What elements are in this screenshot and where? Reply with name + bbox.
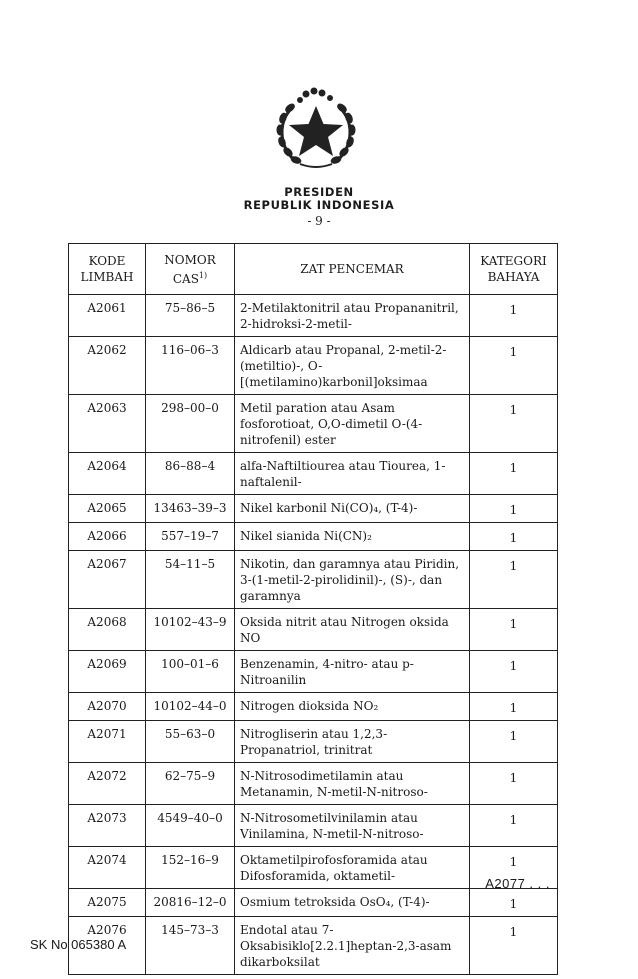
- cell-zat: Benzenamin, 4-nitro- atau p-Nitroanilin: [235, 651, 470, 693]
- table-row: [69, 651, 558, 693]
- cell-kode: A2066: [69, 523, 146, 551]
- cell-zat: Nikel sianida Ni(CN)₂: [235, 523, 470, 551]
- cell-kode: A2071: [69, 721, 146, 763]
- header-nomor-cas: NOMOR CAS$^{1)}$: [146, 244, 235, 295]
- cell-zat: Oktametilpirofosforamida atau Difosforamida, oktametil-: [235, 847, 470, 889]
- cell-zat: alfa-Naftiltiourea atau Tiourea, 1-naftalenil-: [235, 453, 470, 495]
- cell-kategori: 1: [470, 523, 558, 551]
- table-row: [69, 395, 558, 453]
- cell-kategori: 1: [470, 917, 558, 975]
- cell-cas: 298–00–0: [146, 395, 235, 453]
- cell-kategori: 1: [470, 805, 558, 847]
- cell-zat: Nitrogliserin atau 1,2,3- Propanatriol, trinitrat: [235, 721, 470, 763]
- cell-kode: A2069: [69, 651, 146, 693]
- page-number: - 9 -: [307, 214, 331, 228]
- state-emblem-icon: [270, 86, 362, 172]
- footnote-marker: 1): [198, 270, 208, 280]
- cell-kategori: 1: [470, 693, 558, 721]
- table-row: [69, 721, 558, 763]
- cell-zat: Osmium tetroksida OsO₄, (T-4)-: [235, 889, 470, 917]
- cell-zat: Oksida nitrit atau Nitrogen oksida NO: [235, 609, 470, 651]
- cell-zat: Nitrogen dioksida NO₂: [235, 693, 470, 721]
- header-president: PRESIDEN: [284, 185, 354, 199]
- table-row: [69, 295, 558, 337]
- cell-cas: 10102–43–9: [146, 609, 235, 651]
- cell-zat: Nikotin, dan garamnya atau Piridin, 3-(1-metil-2-pirolidinil)-, (S)-, dan garamnya: [235, 551, 470, 609]
- cell-cas: 100–01–6: [146, 651, 235, 693]
- cell-kode: A2063: [69, 395, 146, 453]
- next-page-marker: A2077 . . .: [485, 876, 550, 891]
- table-row: [69, 337, 558, 395]
- table-row: [69, 523, 558, 551]
- cell-kode: A2074: [69, 847, 146, 889]
- cell-cas: 152–16–9: [146, 847, 235, 889]
- table-row: [69, 847, 558, 889]
- cell-kategori: 1: [470, 495, 558, 523]
- cell-kode: A2072: [69, 763, 146, 805]
- table-row: [69, 889, 558, 917]
- cell-cas: 13463–39–3: [146, 495, 235, 523]
- header-zat-pencemar: ZAT PENCEMAR: [235, 244, 470, 295]
- cell-zat: Aldicarb atau Propanal, 2-metil-2-(metiltio)-, O-[(metilamino)karbonil]oksimaa: [235, 337, 470, 395]
- cell-kode: A2068: [69, 609, 146, 651]
- table-header-row: [69, 244, 558, 295]
- cell-zat: Nikel karbonil Ni(CO)₄, (T-4)-: [235, 495, 470, 523]
- cell-zat: Endotal atau 7-Oksabisiklo[2.2.1]heptan-2,3-asam dikarboksilat: [235, 917, 470, 975]
- cell-kategori: 1: [470, 889, 558, 917]
- cell-zat: Metil paration atau Asam fosforotioat, O,O-dimetil O-(4- nitrofenil) ester: [235, 395, 470, 453]
- table-row: [69, 495, 558, 523]
- cell-cas: 4549–40–0: [146, 805, 235, 847]
- cell-zat: N-Nitrosodimetilamin atau Metanamin, N-metil-N-nitroso-: [235, 763, 470, 805]
- table-row: [69, 551, 558, 609]
- waste-table: [68, 243, 558, 975]
- table-row: [69, 609, 558, 651]
- cell-kode: A2064: [69, 453, 146, 495]
- cell-cas: 116–06–3: [146, 337, 235, 395]
- cell-kategori: 1: [470, 453, 558, 495]
- cell-kode: A2076: [69, 917, 146, 975]
- header-kode-limbah: KODE LIMBAH: [69, 244, 146, 295]
- cell-kode: A2062: [69, 337, 146, 395]
- table-row: [69, 805, 558, 847]
- cell-kode: A2061: [69, 295, 146, 337]
- cell-cas: 10102–44–0: [146, 693, 235, 721]
- cell-kode: A2073: [69, 805, 146, 847]
- header-kategori-bahaya: KATEGORI BAHAYA: [470, 244, 558, 295]
- table-row: [69, 693, 558, 721]
- cell-cas: 75–86–5: [146, 295, 235, 337]
- cell-kategori: 1: [470, 395, 558, 453]
- cell-cas: 55–63–0: [146, 721, 235, 763]
- cell-kategori: 1: [470, 651, 558, 693]
- cell-kode: A2067: [69, 551, 146, 609]
- cell-kategori: 1: [470, 295, 558, 337]
- table-row: [69, 763, 558, 805]
- cell-zat: 2-Metilaktonitril atau Propananitril, 2-hidroksi-2-metil-: [235, 295, 470, 337]
- cell-cas: 557–19–7: [146, 523, 235, 551]
- cell-cas: 54–11–5: [146, 551, 235, 609]
- table-row: [69, 453, 558, 495]
- cell-kode: A2075: [69, 889, 146, 917]
- cell-kategori: 1: [470, 763, 558, 805]
- cell-cas: 145–73–3: [146, 917, 235, 975]
- document-code: SK No 065380 A: [30, 937, 127, 952]
- cell-kategori: 1: [470, 551, 558, 609]
- cell-kategori: 1: [470, 847, 558, 889]
- cell-zat: N-Nitrosometilvinilamin atau Vinilamina, N-metil-N-nitroso-: [235, 805, 470, 847]
- cell-cas: 20816–12–0: [146, 889, 235, 917]
- cell-kode: A2065: [69, 495, 146, 523]
- cell-cas: 62–75–9: [146, 763, 235, 805]
- cell-cas: 86–88–4: [146, 453, 235, 495]
- cell-kode: A2070: [69, 693, 146, 721]
- cell-kategori: 1: [470, 721, 558, 763]
- table-row: [69, 917, 558, 975]
- cell-kategori: 1: [470, 337, 558, 395]
- header-republic: REPUBLIK INDONESIA: [243, 198, 395, 212]
- cell-kategori: 1: [470, 609, 558, 651]
